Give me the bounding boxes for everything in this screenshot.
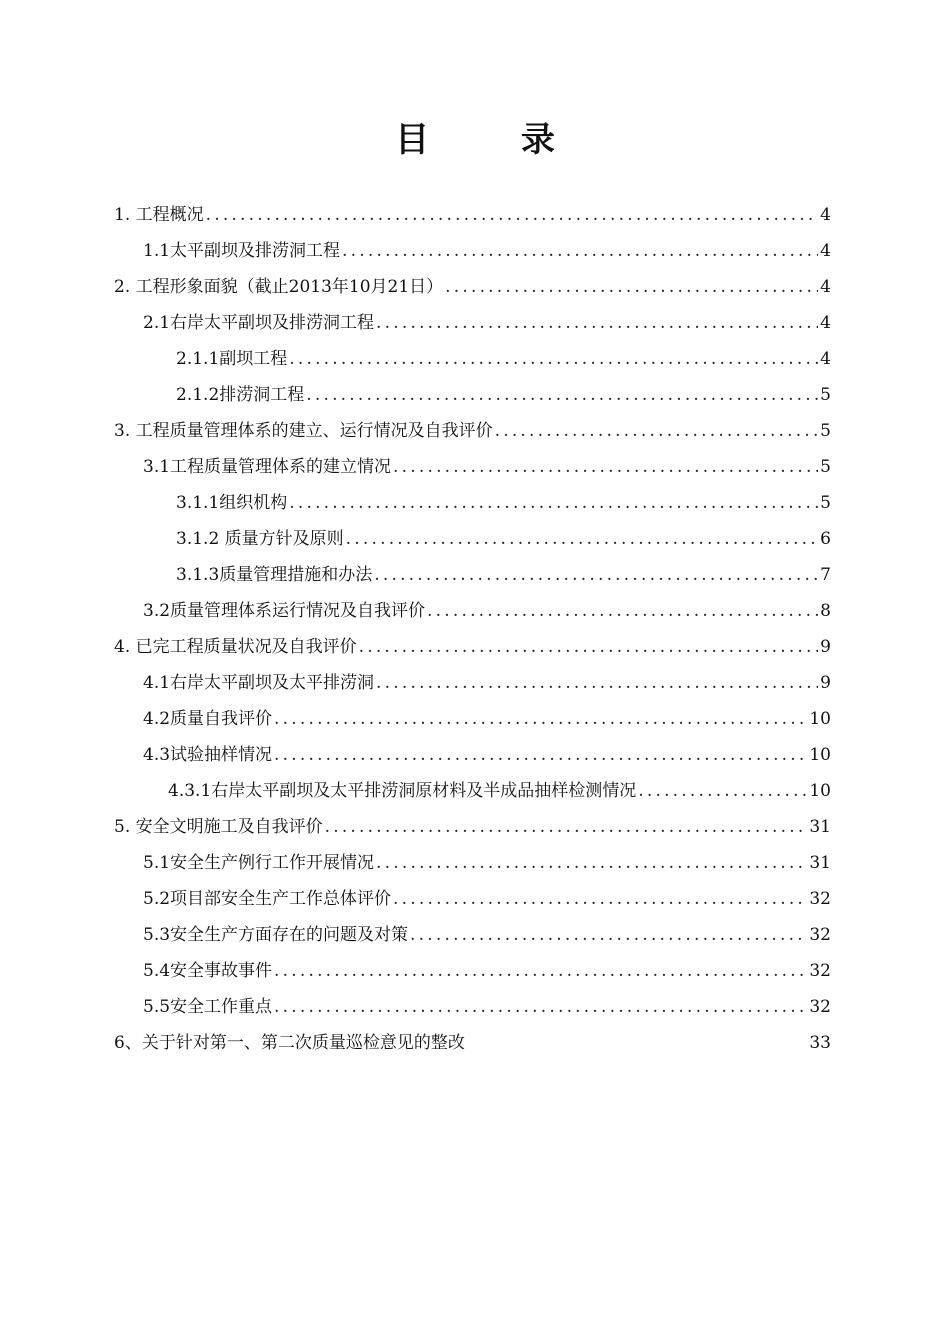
toc-leader-dots (410, 922, 807, 948)
toc-entry[interactable] (143, 598, 831, 624)
toc-entry[interactable] (143, 742, 831, 768)
toc-entry-text: 2. 工程形象面貌（截止2013年10月21日） (114, 277, 444, 297)
toc-entry-text: 6、关于针对第一、第二次质量巡检意见的整改 (114, 1033, 465, 1053)
toc-leader-dots (376, 670, 818, 696)
toc-entry[interactable] (114, 274, 831, 300)
toc-entry-text: 1. 工程概况 (114, 205, 204, 225)
toc-leader-dots (274, 706, 807, 732)
toc-leader-dots (359, 634, 819, 660)
toc-entry-text: 5.4安全事故事件 (143, 961, 273, 981)
toc-entry[interactable] (176, 382, 831, 408)
toc-entry[interactable] (143, 454, 831, 480)
toc-page-number: 5 (820, 421, 831, 441)
toc-leader-dots (376, 310, 818, 336)
toc-entry-text: 2.1右岸太平副坝及排涝洞工程 (143, 313, 375, 333)
toc-leader-dots (374, 562, 818, 588)
toc-page-number: 5 (820, 493, 831, 513)
toc-leader-dots (445, 274, 818, 300)
toc-entry-text: 5.5安全工作重点 (143, 997, 273, 1017)
toc-page-number: 4 (820, 241, 831, 261)
toc-leader-dots (274, 994, 807, 1020)
toc-page-number: 4 (820, 349, 831, 369)
toc-page-number: 4 (820, 205, 831, 225)
toc-page-number: 10 (809, 745, 831, 765)
toc-entry-text: 5.2项目部安全生产工作总体评价 (143, 889, 392, 909)
toc-page-number: 32 (809, 961, 831, 981)
toc-entry-text: 2.1.2排涝洞工程 (176, 385, 305, 405)
toc-entry[interactable] (143, 850, 831, 876)
toc-page-number: 9 (820, 637, 831, 657)
toc-leader-dots (495, 418, 819, 444)
page-title: 目 录 (395, 120, 595, 160)
toc-entry[interactable] (168, 778, 831, 804)
toc-leader-dots (393, 454, 818, 480)
toc-leader-dots (206, 202, 819, 228)
toc-entry-text: 5.3安全生产方面存在的问题及对策 (143, 925, 409, 945)
toc-leader-dots (376, 850, 807, 876)
toc-entry-text: 2.1.1副坝工程 (176, 349, 288, 369)
toc-leader-dots (274, 742, 807, 768)
toc-page-number: 5 (820, 457, 831, 477)
toc-leader-dots (427, 598, 818, 624)
toc-leader-dots (393, 886, 807, 912)
toc-page-number: 31 (809, 853, 831, 873)
toc-entry-text: 4.3.1右岸太平副坝及太平排涝洞原材料及半成品抽样检测情况 (168, 781, 637, 801)
toc-entry[interactable] (143, 994, 831, 1020)
toc-entry-text: 3.1.3质量管理措施和办法 (176, 565, 373, 585)
toc-leader-dots (638, 778, 807, 804)
toc-entry[interactable] (143, 706, 831, 732)
toc-page-number: 8 (820, 601, 831, 621)
toc-leader-dots (289, 490, 818, 516)
toc-entry[interactable] (143, 238, 831, 264)
toc-page-number: 10 (809, 781, 831, 801)
toc-page-number: 32 (809, 997, 831, 1017)
toc-page-number: 6 (820, 529, 831, 549)
toc-entry[interactable] (114, 1030, 831, 1056)
toc-entry-text: 4. 已完工程质量状况及自我评价 (114, 637, 357, 657)
toc-page-number: 5 (820, 385, 831, 405)
toc-entry-text: 3.1.2 质量方针及原则 (176, 529, 344, 549)
toc-entry-text: 4.1右岸太平副坝及太平排涝洞 (143, 673, 375, 693)
toc-entry-text: 4.3试验抽样情况 (143, 745, 273, 765)
toc-entry-text: 3. 工程质量管理体系的建立、运行情况及自我评价 (114, 421, 493, 441)
toc-entry[interactable] (176, 526, 831, 552)
toc-entry-text: 3.2质量管理体系运行情况及自我评价 (143, 601, 426, 621)
toc-entry-text: 5. 安全文明施工及自我评价 (114, 817, 323, 837)
toc-page-number: 4 (820, 277, 831, 297)
toc-page-number: 32 (809, 925, 831, 945)
toc-page-number: 9 (820, 673, 831, 693)
toc-page-number: 7 (820, 565, 831, 585)
toc-entry[interactable] (143, 922, 831, 948)
toc-entry-text: 3.1.1组织机构 (176, 493, 288, 513)
toc-leader-dots (346, 526, 819, 552)
toc-entry[interactable] (176, 562, 831, 588)
toc-entry[interactable] (176, 346, 831, 372)
toc-page-number: 4 (820, 313, 831, 333)
toc-entry-text: 5.1安全生产例行工作开展情况 (143, 853, 375, 873)
toc-page-number: 10 (809, 709, 831, 729)
toc-entry[interactable] (114, 418, 831, 444)
toc-entry[interactable] (143, 958, 831, 984)
toc-leader-dots (306, 382, 818, 408)
toc-leader-dots (289, 346, 818, 372)
toc-entry[interactable] (143, 310, 831, 336)
toc-entry-text: 1.1太平副坝及排涝洞工程 (143, 241, 341, 261)
toc-entry[interactable] (143, 886, 831, 912)
toc-entry[interactable] (143, 670, 831, 696)
toc-leader-dots (325, 814, 808, 840)
toc-entry[interactable] (114, 634, 831, 660)
toc-entry[interactable] (114, 202, 831, 228)
toc-entry[interactable] (114, 814, 831, 840)
toc-entry-text: 4.2质量自我评价 (143, 709, 273, 729)
toc-leader-dots (342, 238, 818, 264)
toc-leader-dots (274, 958, 807, 984)
toc-page-number: 31 (809, 817, 831, 837)
toc-entry-text: 3.1工程质量管理体系的建立情况 (143, 457, 392, 477)
toc-entry[interactable] (176, 490, 831, 516)
toc-page-number: 32 (809, 889, 831, 909)
toc-page-number: 33 (809, 1033, 831, 1053)
